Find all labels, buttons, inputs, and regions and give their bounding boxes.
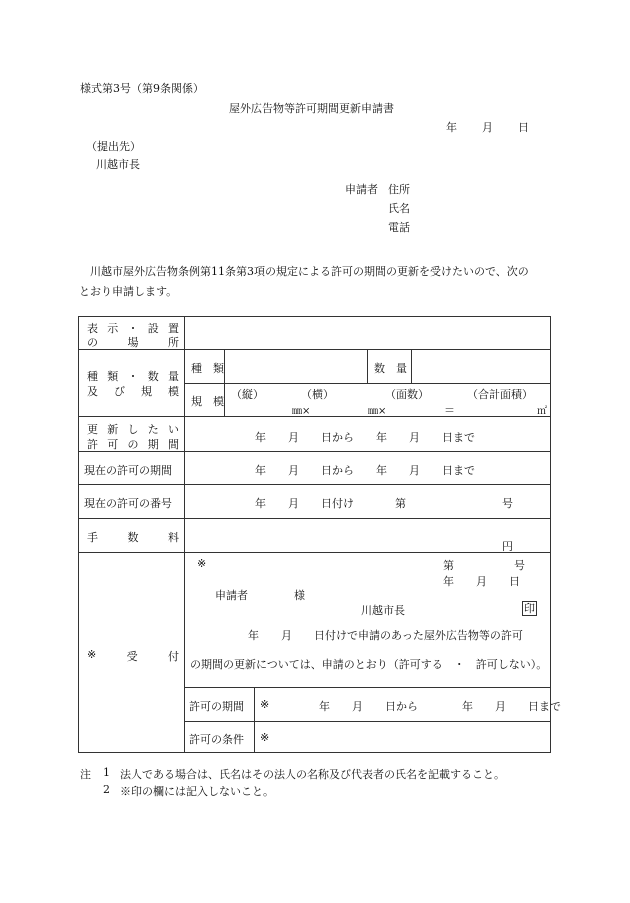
type-label: 種 類	[191, 362, 224, 375]
renewal-period-label-line-2: 許 可 の 期 間	[87, 438, 179, 451]
current-number-prefix: 第	[395, 497, 406, 510]
reception-sama: 様	[294, 589, 305, 602]
date-day: 日	[518, 121, 529, 134]
document-title: 屋外広告物等許可期間更新申請書	[229, 102, 394, 115]
note-2-number: 2	[103, 783, 110, 796]
current-number-suffix: 号	[502, 497, 513, 510]
reception-number-suffix: 号	[514, 559, 525, 572]
reception-applicant: 申請者	[215, 589, 248, 602]
location-label-line-1: 表 示 ・ 設 置	[87, 322, 179, 335]
applicant-label: 申請者	[345, 183, 378, 196]
current-number-label: 現在の許可の番号	[84, 497, 172, 510]
submit-to: 川越市長	[96, 158, 140, 171]
vertical-label: （縦）	[231, 388, 264, 401]
reception-text-line-2: の期間の更新については、申請のとおり（許可する ・ 許可しない）。	[190, 658, 548, 671]
faces-label: （面数）	[385, 388, 429, 401]
date-year: 年	[446, 121, 457, 134]
permit-conditions-mark: ※	[260, 731, 270, 744]
reception-label: ※ 受 付	[87, 648, 179, 663]
submit-to-label: （提出先）	[86, 140, 141, 153]
scale-label: 規 模	[191, 395, 224, 408]
square-meter-unit: ㎡	[537, 406, 547, 417]
permit-period-value: 年 月 日から 年 月 日まで	[319, 700, 561, 713]
mm-times-1: ㎜×	[292, 406, 311, 417]
permit-period-label: 許可の期間	[189, 700, 244, 713]
application-form-table	[78, 316, 561, 753]
reception-number-prefix: 第	[443, 559, 454, 572]
reception-date: 年 月 日	[443, 575, 520, 588]
note-2: ※印の欄には記入しないこと。	[120, 785, 274, 798]
permit-conditions-label: 許可の条件	[189, 733, 244, 746]
current-period-value: 年 月 日から 年 月 日まで	[255, 464, 475, 477]
current-number-date: 年 月 日付け	[255, 497, 354, 510]
reception-text-line-1: 年 月 日付けで申請のあった屋外広告物等の許可	[248, 629, 523, 642]
applicant-address-label: 住所	[388, 183, 410, 196]
reception-mark: ※	[197, 557, 207, 570]
total-area-label: （合計面積）	[467, 388, 533, 401]
reception-mayor: 川越市長	[361, 604, 405, 617]
type-quantity-label-line-1: 種 類 ・ 数 量	[87, 370, 179, 383]
style-number: 様式第3号（第9条関係）	[80, 82, 204, 95]
current-period-label: 現在の許可の期間	[84, 464, 172, 477]
location-label-line-2: の 場 所	[87, 336, 179, 349]
fee-yen: 円	[502, 540, 513, 553]
applicant-name-label: 氏名	[388, 202, 410, 215]
intro-line-1: 川越市屋外広告物条例第11条第3項の規定による許可の期間の更新を受けたいので、次の	[90, 265, 529, 278]
intro-line-2: とおり申請します。	[79, 285, 178, 298]
renewal-period-label-line-1: 更 新 し た い	[87, 423, 179, 436]
mm-times-2: ㎜×	[368, 406, 387, 417]
horizontal-label: （横）	[301, 388, 334, 401]
equals-sign: ＝	[444, 404, 455, 417]
date-month: 月	[482, 121, 493, 134]
quantity-label: 数 量	[374, 362, 407, 375]
official-seal-mark: 印	[524, 602, 535, 615]
note-1-number: 1	[103, 766, 110, 779]
note-1: 法人である場合は、氏名はその法人の名称及び代表者の氏名を記載すること。	[120, 768, 505, 781]
notes-label: 注	[80, 768, 91, 781]
applicant-phone-label: 電話	[388, 221, 410, 234]
permit-period-mark: ※	[260, 698, 270, 711]
fee-label: 手 数 料	[87, 531, 179, 544]
renewal-period-value: 年 月 日から 年 月 日まで	[255, 431, 475, 444]
type-quantity-label-line-2: 及 び 規 模	[87, 385, 179, 398]
